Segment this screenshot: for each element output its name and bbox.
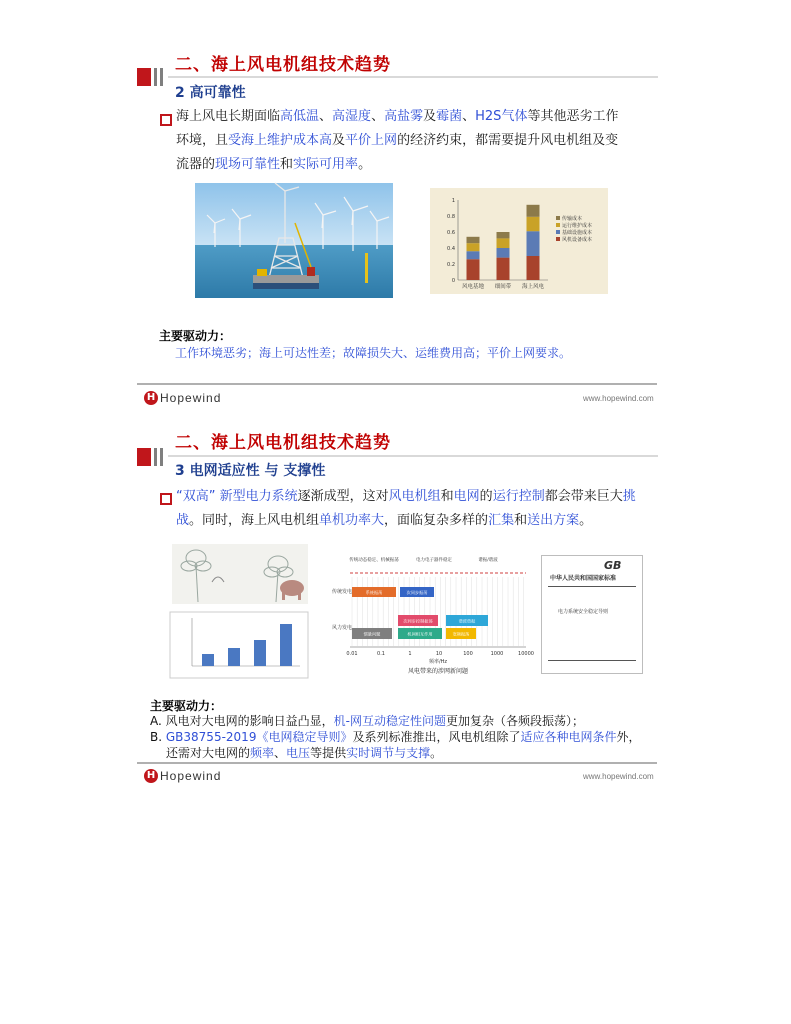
title-accent-red-2 bbox=[137, 448, 151, 466]
range-label: 谐振/谐波 bbox=[478, 558, 498, 563]
category-label: 海上风电 bbox=[521, 284, 545, 290]
freq-tick-label: 100 bbox=[463, 651, 473, 657]
paragraph-text: 和 bbox=[514, 513, 528, 528]
highlight-term: 高低温 bbox=[280, 109, 320, 124]
driver-c-prefix: 还需对大电网的 bbox=[166, 746, 251, 760]
highlight-term: 汇集 bbox=[488, 513, 515, 528]
title-accent-grey-4 bbox=[160, 448, 163, 466]
highlight-term: 高盐雾 bbox=[384, 109, 424, 124]
gb-footer-rule bbox=[548, 660, 636, 661]
freq-tick-label: 1000 bbox=[490, 651, 504, 657]
footer-logo-text: Hopewind bbox=[160, 391, 222, 405]
highlight-term: 电网 bbox=[453, 489, 480, 504]
highlight-term: 现场可靠性 bbox=[215, 157, 281, 172]
highlight-term: 送出方案 bbox=[527, 513, 580, 528]
bar-segment bbox=[497, 258, 510, 280]
grid-frequency-diagram bbox=[330, 553, 534, 676]
footer-rule bbox=[137, 383, 657, 385]
section-title: 二、海上风电机组技术趋势 bbox=[175, 55, 391, 75]
y-tick-label: 0.6 bbox=[447, 230, 455, 236]
bar-segment bbox=[467, 259, 480, 280]
paragraph-text: 都会带来巨大 bbox=[544, 489, 623, 504]
highlight-term: 霉菌 bbox=[436, 109, 463, 124]
driver-line-a bbox=[150, 713, 670, 730]
paragraph-text: 和 bbox=[440, 489, 454, 504]
range-label: 传统动态稳定、机械振荡 bbox=[349, 558, 399, 563]
y-tick-label: 0.2 bbox=[447, 262, 455, 268]
legend-label: 风机设备成本 bbox=[562, 237, 593, 243]
y-tick-label: 1 bbox=[451, 198, 455, 204]
category-label: 细间带 bbox=[494, 284, 512, 290]
legend-label: 运行维护成本 bbox=[562, 223, 593, 229]
paragraph-text: 的经济约束，都需要提升风电机组及变流器的 bbox=[176, 133, 619, 172]
legend-label: 传输成本 bbox=[562, 216, 583, 222]
title-accent-grey-3 bbox=[154, 448, 157, 466]
growth-bar-chart-thumbnail bbox=[170, 612, 308, 678]
subtitle: 2 高可靠性 bbox=[175, 85, 246, 101]
driver-c-post: 。 bbox=[430, 746, 443, 760]
driver-c-sep: 、 bbox=[274, 746, 287, 760]
driver-a-highlight: 机-网互动稳定性问题 bbox=[333, 714, 446, 728]
bar-segment bbox=[527, 217, 540, 231]
legend-swatch bbox=[556, 237, 560, 241]
bar-segment bbox=[467, 237, 480, 243]
paragraph-text: 逐渐成型，这对 bbox=[297, 489, 389, 504]
paragraph-grid bbox=[176, 485, 636, 533]
driver-b-post: 外， bbox=[616, 730, 641, 744]
highlight-term: 风电机组 bbox=[388, 489, 441, 504]
driver-c-highlight-voltage: 电压 bbox=[286, 746, 311, 760]
freq-tick-label: 10000 bbox=[518, 651, 534, 657]
paragraph-text: 等其他恶劣工作环境，且 bbox=[176, 109, 619, 148]
driver-title: 主要驱动力： bbox=[159, 329, 232, 343]
driver-b-highlight-grid: 适应各种电网条件 bbox=[520, 730, 617, 744]
driver-c-highlight-support: 实时调节与支撑 bbox=[346, 746, 431, 760]
paragraph-text: 海上风电长期面临 bbox=[176, 109, 281, 124]
paragraph-text: 、 bbox=[319, 109, 333, 124]
freq-tick-label: 0.1 bbox=[377, 651, 385, 657]
bar-segment bbox=[497, 248, 510, 258]
gb-standard-document bbox=[541, 555, 643, 674]
legend-label: 基础设施成本 bbox=[562, 230, 593, 236]
highlight-term: H2S气体 bbox=[475, 109, 528, 124]
cost-stacked-bar-chart bbox=[430, 188, 608, 294]
driver-text: 工作环境恶劣；海上可达性差；故障损失大、运维费用高；平价上网要求。 bbox=[175, 346, 572, 360]
y-tick-label: 0.8 bbox=[447, 214, 455, 220]
driver-a-text: A. 风电对大电网的影响日益凸显， bbox=[150, 714, 334, 728]
section-title-2: 二、海上风电机组技术趋势 bbox=[175, 433, 391, 453]
title-accent-grey-1 bbox=[154, 68, 157, 86]
driver-title-2: 主要驱动力： bbox=[150, 699, 223, 713]
paragraph-text: 及 bbox=[423, 109, 437, 124]
gb-header-rule bbox=[548, 586, 636, 587]
highlight-term: 挑战 bbox=[176, 489, 636, 528]
legend-swatch bbox=[556, 216, 560, 220]
title-rule-2 bbox=[168, 455, 658, 457]
highlight-term: 实际可用率 bbox=[293, 157, 359, 172]
freq-axis-unit: 频率/Hz bbox=[428, 659, 448, 665]
bullet-square bbox=[160, 114, 172, 126]
offshore-wind-photo bbox=[195, 183, 393, 298]
driver-b-prefix: B. bbox=[150, 730, 166, 744]
driver-line-c bbox=[166, 745, 666, 762]
freq-tick-label: 0.01 bbox=[346, 651, 358, 657]
paragraph-text: 、 bbox=[462, 109, 476, 124]
title-accent-red bbox=[137, 68, 151, 86]
row-label: 风力发电 bbox=[332, 625, 353, 631]
bar-segment bbox=[527, 205, 540, 217]
driver-c-mid: 等提供 bbox=[310, 746, 347, 760]
bar-segment bbox=[527, 231, 540, 256]
paragraph-text: 。同时，海上风电机组 bbox=[189, 513, 320, 528]
row-label: 传统发电 bbox=[332, 589, 353, 595]
driver-a-post: 更加复杂（各频段振荡）； bbox=[445, 714, 584, 728]
title-accent-grey-2 bbox=[160, 68, 163, 86]
bar-segment bbox=[467, 243, 480, 251]
title-rule bbox=[168, 76, 658, 78]
gb-mark: GB bbox=[604, 559, 622, 572]
freq-box-label: 宽频振荡 bbox=[452, 631, 470, 637]
y-tick-label: 0.4 bbox=[447, 246, 455, 252]
freq-box-label: 谐波谐振 bbox=[458, 618, 476, 624]
legend-swatch bbox=[556, 223, 560, 227]
gb-doc-title: 电力系统安全稳定导则 bbox=[558, 609, 609, 615]
paragraph-text: 和 bbox=[280, 157, 294, 172]
paragraph-reliability bbox=[176, 105, 631, 177]
subtitle-2: 3 电网适应性 与 支撑性 bbox=[175, 463, 326, 479]
highlight-term: 平价上网 bbox=[345, 133, 398, 148]
driver-line-b bbox=[150, 729, 670, 746]
paragraph-text: 。 bbox=[579, 513, 593, 528]
freq-tick-label: 10 bbox=[435, 651, 443, 657]
driver-b-mid: 及系列标准推出，风电机组除了 bbox=[352, 730, 521, 744]
footer-url: www.hopewind.com bbox=[583, 394, 654, 403]
freq-tick-label: 1 bbox=[408, 651, 412, 657]
legend-swatch bbox=[556, 230, 560, 234]
gb-header-title: 中华人民共和国国家标准 bbox=[550, 575, 617, 582]
footer-rule-2 bbox=[137, 762, 657, 764]
category-label: 风电基地 bbox=[461, 284, 485, 290]
highlight-term: 高湿度 bbox=[332, 109, 372, 124]
hopewind-logo-icon: H bbox=[144, 391, 158, 405]
paragraph-text: 及 bbox=[332, 133, 346, 148]
driver-b-highlight-standard: GB38755-2019《电网稳定导则》 bbox=[165, 730, 353, 744]
driver-c-highlight-frequency: 频率 bbox=[250, 746, 275, 760]
footer-logo-text-2: Hopewind bbox=[160, 769, 222, 783]
bullet-square-2 bbox=[160, 493, 172, 505]
freq-box-label: 系统振荡 bbox=[365, 590, 383, 595]
freq-box-label: 惯量问题 bbox=[363, 631, 381, 637]
highlight-term: 运行控制 bbox=[492, 489, 545, 504]
range-label: 电力电子器件稳定 bbox=[416, 558, 452, 563]
diagram-caption: 风电带来的涉网新问题 bbox=[407, 668, 469, 675]
paragraph-text: ，面临复杂多样的 bbox=[384, 513, 489, 528]
paragraph-text: 的 bbox=[479, 489, 493, 504]
bar-segment bbox=[497, 238, 510, 248]
highlight-term: 受海上维护成本高 bbox=[228, 133, 333, 148]
freq-box-label: 机网相互作用 bbox=[407, 631, 433, 637]
highlight-term: 单机功率大 bbox=[319, 513, 385, 528]
paragraph-text: 。 bbox=[358, 157, 372, 172]
highlight-term: “双高” 新型电力系统 bbox=[176, 489, 298, 504]
hopewind-logo-icon-2: H bbox=[144, 769, 158, 783]
paragraph-text: 、 bbox=[371, 109, 385, 124]
bar-segment bbox=[497, 232, 510, 238]
turbine-sketch-illustration bbox=[172, 544, 308, 604]
bar-segment bbox=[527, 256, 540, 280]
freq-box-label: 次同步振荡 bbox=[406, 590, 428, 595]
footer-url-2: www.hopewind.com bbox=[583, 772, 654, 781]
freq-box-label: 次同步控制振荡 bbox=[403, 618, 433, 624]
y-tick-label: 0 bbox=[451, 278, 455, 284]
bar-segment bbox=[467, 251, 480, 259]
